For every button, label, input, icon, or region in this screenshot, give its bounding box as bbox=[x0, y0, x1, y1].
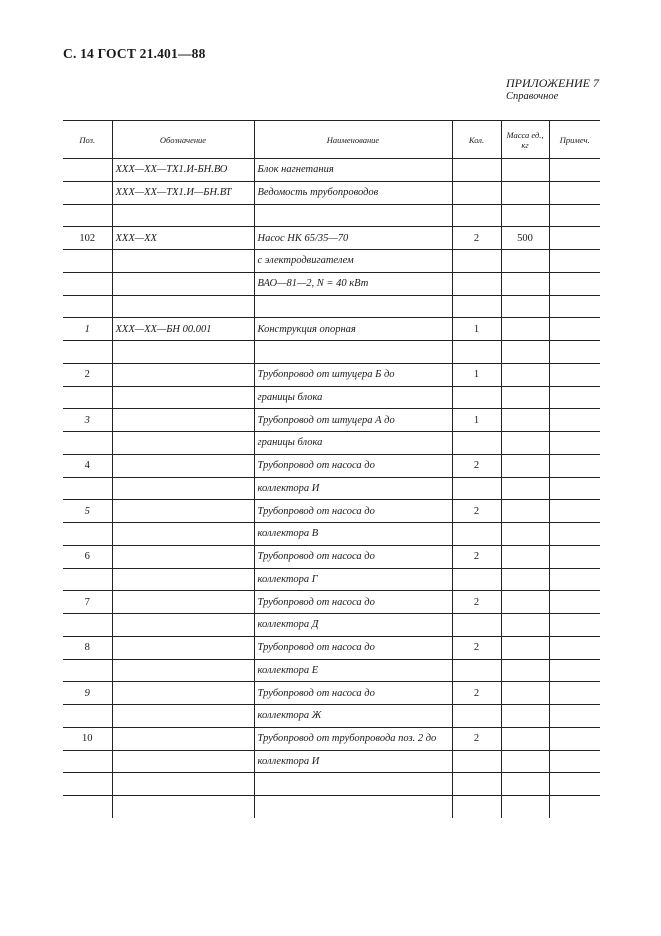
cell-qty bbox=[452, 568, 501, 591]
cell-note bbox=[549, 295, 600, 318]
cell-mass bbox=[501, 705, 549, 728]
cell-note bbox=[549, 454, 600, 477]
cell-qty bbox=[452, 250, 501, 273]
cell-designation bbox=[112, 432, 254, 455]
cell-mass bbox=[501, 318, 549, 341]
cell-name: коллектора Г bbox=[254, 568, 452, 591]
cell-mass bbox=[501, 773, 549, 796]
cell-designation bbox=[112, 682, 254, 705]
cell-qty bbox=[452, 614, 501, 637]
cell-qty bbox=[452, 659, 501, 682]
cell-note bbox=[549, 477, 600, 500]
cell-pos bbox=[63, 181, 112, 204]
specification-table bbox=[63, 120, 600, 818]
cell-note bbox=[549, 591, 600, 614]
cell-mass bbox=[501, 727, 549, 750]
table-row bbox=[63, 545, 600, 568]
cell-pos bbox=[63, 750, 112, 773]
cell-qty: 2 bbox=[452, 545, 501, 568]
cell-note bbox=[549, 409, 600, 432]
cell-name: Трубопровод от насоса до bbox=[254, 636, 452, 659]
cell-qty bbox=[452, 159, 501, 182]
cell-mass bbox=[501, 796, 549, 818]
cell-qty bbox=[452, 386, 501, 409]
cell-mass bbox=[501, 659, 549, 682]
cell-designation: ХХХ—ХХ—ТХ1.И—БН.ВТ bbox=[112, 181, 254, 204]
table-row bbox=[63, 363, 600, 386]
cell-pos: 102 bbox=[63, 227, 112, 250]
cell-qty bbox=[452, 295, 501, 318]
cell-qty: 2 bbox=[452, 500, 501, 523]
cell-pos: 4 bbox=[63, 454, 112, 477]
table-row bbox=[63, 432, 600, 455]
cell-name: Трубопровод от насоса до bbox=[254, 454, 452, 477]
table-row bbox=[63, 159, 600, 182]
cell-name: Насос НК 65/35—70 bbox=[254, 227, 452, 250]
cell-name: Трубопровод от насоса до bbox=[254, 591, 452, 614]
cell-mass: 500 bbox=[501, 227, 549, 250]
cell-pos: 2 bbox=[63, 363, 112, 386]
cell-name: Трубопровод от штуцера Б до bbox=[254, 363, 452, 386]
cell-designation bbox=[112, 477, 254, 500]
cell-designation bbox=[112, 204, 254, 227]
cell-note bbox=[549, 363, 600, 386]
cell-name bbox=[254, 295, 452, 318]
cell-qty: 2 bbox=[452, 727, 501, 750]
cell-pos bbox=[63, 272, 112, 295]
cell-note bbox=[549, 636, 600, 659]
cell-name: коллектора И bbox=[254, 477, 452, 500]
cell-qty bbox=[452, 477, 501, 500]
cell-designation bbox=[112, 454, 254, 477]
table-row bbox=[63, 636, 600, 659]
cell-pos: 1 bbox=[63, 318, 112, 341]
cell-note bbox=[549, 159, 600, 182]
cell-pos: 9 bbox=[63, 682, 112, 705]
cell-note bbox=[549, 181, 600, 204]
cell-qty bbox=[452, 432, 501, 455]
table-body bbox=[63, 159, 600, 818]
cell-pos bbox=[63, 568, 112, 591]
cell-designation: ХХХ—ХХ bbox=[112, 227, 254, 250]
cell-name: Ведомость трубопроводов bbox=[254, 181, 452, 204]
cell-mass bbox=[501, 432, 549, 455]
cell-name: Трубопровод от трубопровода поз. 2 до bbox=[254, 727, 452, 750]
cell-name: границы блока bbox=[254, 432, 452, 455]
cell-name bbox=[254, 204, 452, 227]
col-header-mass: Масса ед., кг bbox=[501, 121, 549, 159]
table-row bbox=[63, 227, 600, 250]
cell-designation bbox=[112, 545, 254, 568]
cell-note bbox=[549, 750, 600, 773]
cell-pos: 8 bbox=[63, 636, 112, 659]
cell-note bbox=[549, 545, 600, 568]
cell-pos: 7 bbox=[63, 591, 112, 614]
cell-qty bbox=[452, 705, 501, 728]
cell-pos: 6 bbox=[63, 545, 112, 568]
appendix-title: ПРИЛОЖЕНИЕ 7 bbox=[506, 76, 599, 90]
cell-pos bbox=[63, 386, 112, 409]
table-row bbox=[63, 500, 600, 523]
cell-name: с электродвигателем bbox=[254, 250, 452, 273]
cell-designation bbox=[112, 341, 254, 364]
cell-name bbox=[254, 773, 452, 796]
table-row bbox=[63, 614, 600, 637]
table-row bbox=[63, 727, 600, 750]
cell-qty bbox=[452, 272, 501, 295]
cell-note bbox=[549, 318, 600, 341]
cell-name: Трубопровод от насоса до bbox=[254, 500, 452, 523]
cell-pos bbox=[63, 477, 112, 500]
table-row bbox=[63, 204, 600, 227]
cell-designation bbox=[112, 773, 254, 796]
cell-name: коллектора Д bbox=[254, 614, 452, 637]
cell-note bbox=[549, 773, 600, 796]
cell-designation bbox=[112, 386, 254, 409]
cell-name bbox=[254, 796, 452, 818]
cell-mass bbox=[501, 591, 549, 614]
cell-name: коллектора В bbox=[254, 523, 452, 546]
cell-note bbox=[549, 386, 600, 409]
table-row bbox=[63, 341, 600, 364]
cell-designation bbox=[112, 614, 254, 637]
cell-mass bbox=[501, 500, 549, 523]
table-row bbox=[63, 386, 600, 409]
cell-name: границы блока bbox=[254, 386, 452, 409]
appendix-label bbox=[506, 77, 599, 103]
table-row bbox=[63, 523, 600, 546]
cell-mass bbox=[501, 341, 549, 364]
table-row bbox=[63, 682, 600, 705]
cell-name: Трубопровод от насоса до bbox=[254, 682, 452, 705]
cell-name bbox=[254, 341, 452, 364]
cell-note bbox=[549, 227, 600, 250]
cell-note bbox=[549, 250, 600, 273]
cell-note bbox=[549, 204, 600, 227]
cell-mass bbox=[501, 454, 549, 477]
col-header-name: Наименование bbox=[254, 121, 452, 159]
cell-designation bbox=[112, 568, 254, 591]
cell-note bbox=[549, 432, 600, 455]
cell-mass bbox=[501, 636, 549, 659]
cell-note bbox=[549, 341, 600, 364]
cell-note bbox=[549, 659, 600, 682]
cell-pos: 5 bbox=[63, 500, 112, 523]
cell-qty: 1 bbox=[452, 318, 501, 341]
cell-designation: ХХХ—ХХ—ТХ1.И-БН.ВО bbox=[112, 159, 254, 182]
cell-designation bbox=[112, 250, 254, 273]
cell-mass bbox=[501, 181, 549, 204]
cell-mass bbox=[501, 272, 549, 295]
cell-qty bbox=[452, 750, 501, 773]
cell-qty bbox=[452, 523, 501, 546]
cell-qty: 2 bbox=[452, 591, 501, 614]
cell-mass bbox=[501, 614, 549, 637]
cell-qty bbox=[452, 773, 501, 796]
cell-mass bbox=[501, 409, 549, 432]
cell-qty: 1 bbox=[452, 409, 501, 432]
table-row bbox=[63, 477, 600, 500]
cell-mass bbox=[501, 159, 549, 182]
cell-name: коллектора Ж bbox=[254, 705, 452, 728]
table-row bbox=[63, 409, 600, 432]
cell-designation bbox=[112, 727, 254, 750]
table-row bbox=[63, 295, 600, 318]
cell-pos: 10 bbox=[63, 727, 112, 750]
cell-pos bbox=[63, 295, 112, 318]
cell-name: Трубопровод от насоса до bbox=[254, 545, 452, 568]
cell-name: коллектора Е bbox=[254, 659, 452, 682]
col-header-qty: Кол. bbox=[452, 121, 501, 159]
cell-designation bbox=[112, 591, 254, 614]
cell-name: Блок нагнетания bbox=[254, 159, 452, 182]
cell-pos bbox=[63, 705, 112, 728]
cell-mass bbox=[501, 204, 549, 227]
cell-mass bbox=[501, 363, 549, 386]
table-row bbox=[63, 181, 600, 204]
cell-mass bbox=[501, 750, 549, 773]
cell-designation bbox=[112, 500, 254, 523]
cell-designation bbox=[112, 636, 254, 659]
page-header: С. 14 ГОСТ 21.401—88 bbox=[63, 46, 206, 61]
cell-qty: 1 bbox=[452, 363, 501, 386]
cell-qty bbox=[452, 341, 501, 364]
cell-note bbox=[549, 272, 600, 295]
cell-qty: 2 bbox=[452, 682, 501, 705]
cell-pos bbox=[63, 341, 112, 364]
cell-qty bbox=[452, 181, 501, 204]
table-row bbox=[63, 568, 600, 591]
cell-pos: 3 bbox=[63, 409, 112, 432]
cell-designation bbox=[112, 705, 254, 728]
cell-pos bbox=[63, 159, 112, 182]
col-header-pos: Поз. bbox=[63, 121, 112, 159]
table-row bbox=[63, 454, 600, 477]
col-header-note: Примеч. bbox=[549, 121, 600, 159]
cell-mass bbox=[501, 568, 549, 591]
cell-pos bbox=[63, 773, 112, 796]
table-row bbox=[63, 272, 600, 295]
cell-mass bbox=[501, 523, 549, 546]
appendix-subtitle: Справочное bbox=[506, 91, 559, 102]
cell-qty: 2 bbox=[452, 636, 501, 659]
table-row bbox=[63, 750, 600, 773]
table-row bbox=[63, 796, 600, 818]
table-row bbox=[63, 659, 600, 682]
cell-pos bbox=[63, 614, 112, 637]
cell-note bbox=[549, 682, 600, 705]
cell-pos bbox=[63, 250, 112, 273]
cell-designation bbox=[112, 750, 254, 773]
cell-mass bbox=[501, 250, 549, 273]
cell-designation bbox=[112, 363, 254, 386]
cell-note bbox=[549, 796, 600, 818]
cell-pos bbox=[63, 523, 112, 546]
cell-note bbox=[549, 614, 600, 637]
cell-pos bbox=[63, 659, 112, 682]
cell-qty: 2 bbox=[452, 454, 501, 477]
table-header-row bbox=[63, 121, 600, 159]
cell-note bbox=[549, 705, 600, 728]
cell-designation bbox=[112, 272, 254, 295]
cell-note bbox=[549, 568, 600, 591]
cell-note bbox=[549, 500, 600, 523]
cell-name: коллектора И bbox=[254, 750, 452, 773]
cell-mass bbox=[501, 295, 549, 318]
cell-name: Трубопровод от штуцера А до bbox=[254, 409, 452, 432]
cell-mass bbox=[501, 386, 549, 409]
cell-mass bbox=[501, 545, 549, 568]
table-row bbox=[63, 591, 600, 614]
cell-name: ВАО—81—2, N = 40 кВт bbox=[254, 272, 452, 295]
table-row bbox=[63, 318, 600, 341]
cell-designation bbox=[112, 796, 254, 818]
cell-mass bbox=[501, 477, 549, 500]
cell-qty bbox=[452, 204, 501, 227]
cell-note bbox=[549, 523, 600, 546]
cell-designation bbox=[112, 409, 254, 432]
cell-designation bbox=[112, 523, 254, 546]
cell-note bbox=[549, 727, 600, 750]
table-row bbox=[63, 705, 600, 728]
col-header-designation: Обозначение bbox=[112, 121, 254, 159]
table-row bbox=[63, 773, 600, 796]
cell-mass bbox=[501, 682, 549, 705]
cell-designation bbox=[112, 295, 254, 318]
cell-name: Конструкция опорная bbox=[254, 318, 452, 341]
cell-designation bbox=[112, 659, 254, 682]
cell-qty: 2 bbox=[452, 227, 501, 250]
cell-pos bbox=[63, 796, 112, 818]
cell-pos bbox=[63, 432, 112, 455]
table-row bbox=[63, 250, 600, 273]
cell-designation: ХХХ—ХХ—БН 00.001 bbox=[112, 318, 254, 341]
cell-pos bbox=[63, 204, 112, 227]
cell-qty bbox=[452, 796, 501, 818]
